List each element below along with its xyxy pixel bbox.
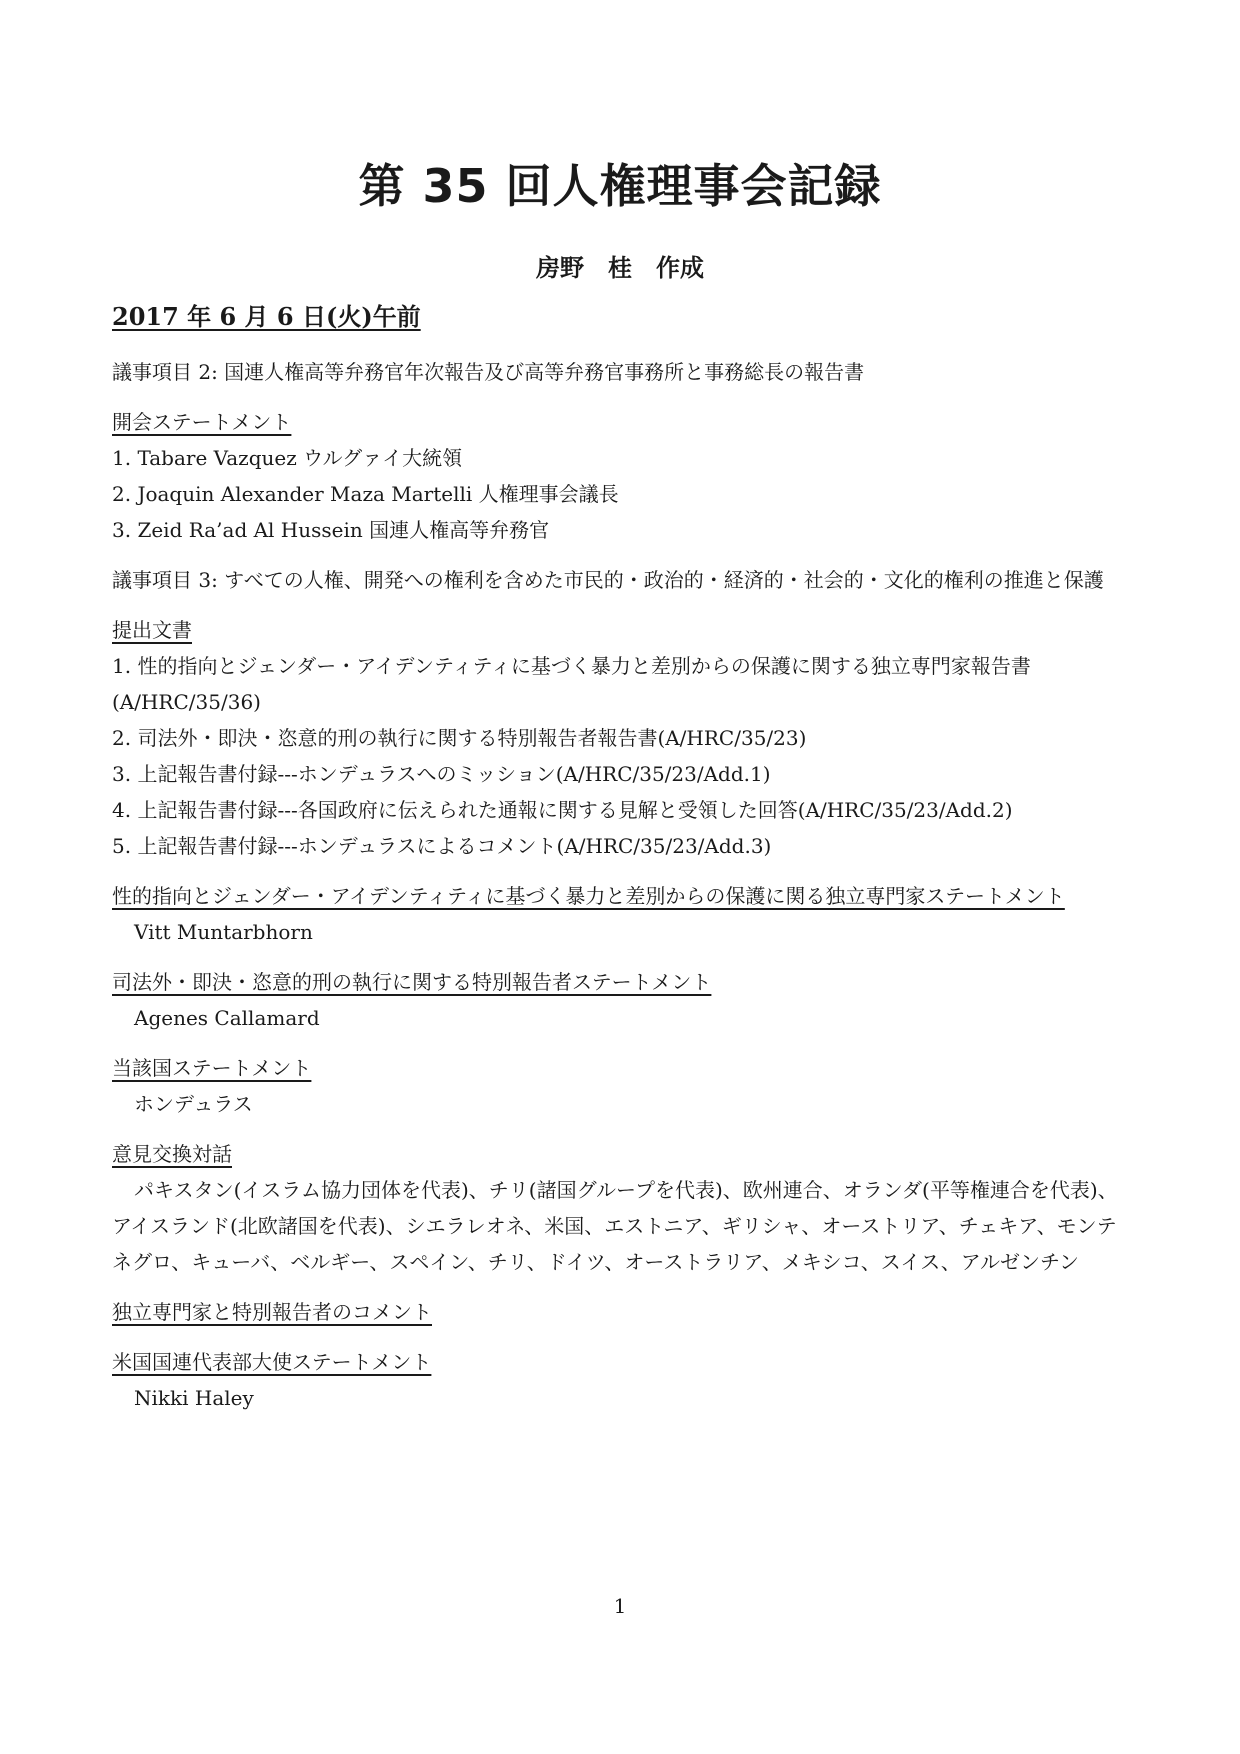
agenda-item-3: 議事項目 3: すべての人権、開発への権利を含めた市民的・政治的・経済的・社会的・文化的権利の推進と保護 <box>112 568 1104 592</box>
agenda-item-2: 議事項目 2: 国連人権高等弁務官年次報告及び高等弁務官事務所と事務総長の報告書 <box>112 360 865 384</box>
expert-speaker: Vitt Muntarbhorn <box>134 920 313 944</box>
country-speaker: ホンデュラス <box>134 1092 253 1116</box>
comments-section <box>112 1294 1132 1330</box>
us-speaker: Nikki Haley <box>134 1386 254 1410</box>
document-item: 5. 上記報告書付録---ホンデュラスによるコメント(A/HRC/35/23/Add.3) <box>112 834 772 858</box>
opening-section <box>112 404 1132 548</box>
expert-statement-section <box>112 878 1132 950</box>
dialogue-heading: 意見交換対話 <box>112 1142 232 1166</box>
session-date: 2017 年 6 月 6 日(火)午前 <box>112 302 421 331</box>
page-number: 1 <box>613 1594 627 1618</box>
opening-item: 1. Tabare Vazquez ウルグァイ大統領 <box>112 446 463 470</box>
expert-statement-heading: 性的指向とジェンダー・アイデンティティに基づく暴力と差別からの保護に関る独立専門家ステートメント <box>112 884 1065 908</box>
rapporteur-speaker: Agenes Callamard <box>134 1006 320 1030</box>
document-title: 第 35 回人権理事会記録 <box>358 159 882 213</box>
document-item: 4. 上記報告書付録---各国政府に伝えられた通報に関する見解と受領した回答(A/HRC/35/23/Add.2) <box>112 798 1013 822</box>
author-line: 房野 桂 作成 <box>536 254 704 282</box>
country-statement-heading: 当該国ステートメント <box>112 1056 312 1080</box>
comments-heading: 独立専門家と特別報告者のコメント <box>112 1300 432 1324</box>
dialogue-section <box>112 1136 1132 1280</box>
us-statement-heading: 米国国連代表部大使ステートメント <box>112 1350 432 1374</box>
document-item: 2. 司法外・即決・恣意的刑の執行に関する特別報告者報告書(A/HRC/35/23) <box>112 726 807 750</box>
opening-item: 3. Zeid Ra’ad Al Hussein 国連人権高等弁務官 <box>112 518 550 542</box>
document-item: 1. 性的指向とジェンダー・アイデンティティに基づく暴力と差別からの保護に関する独立専門家報告書(A/HRC/35/36) <box>112 654 1031 714</box>
country-statement-section <box>112 1050 1132 1122</box>
dialogue-participants: パキスタン(イスラム協力団体を代表)、チリ(諸国グループを代表)、欧州連合、オランダ(平等権連合を代表)、アイスランド(北欧諸国を代表)、シエラレオネ、米国、エストニア、ギリシャ、オーストリア、チェキア、モンテネグロ、キューバ、ベルギー、スペイン、チリ、ドイツ、オーストラリア、メキシコ、スイス、アルゼンチン <box>112 1178 1118 1274</box>
opening-item: 2. Joaquin Alexander Maza Martelli 人権理事会議長 <box>112 482 619 506</box>
documents-section <box>112 612 1132 864</box>
rapporteur-statement-heading: 司法外・即決・恣意的刑の執行に関する特別報告者ステートメント <box>112 970 712 994</box>
documents-heading: 提出文書 <box>112 618 192 642</box>
opening-heading: 開会ステートメント <box>112 410 292 434</box>
rapporteur-statement-section <box>112 964 1132 1036</box>
us-statement-section <box>112 1344 1132 1416</box>
document-body <box>112 297 1132 1416</box>
document-item: 3. 上記報告書付録---ホンデュラスへのミッション(A/HRC/35/23/Add.1) <box>112 762 771 786</box>
